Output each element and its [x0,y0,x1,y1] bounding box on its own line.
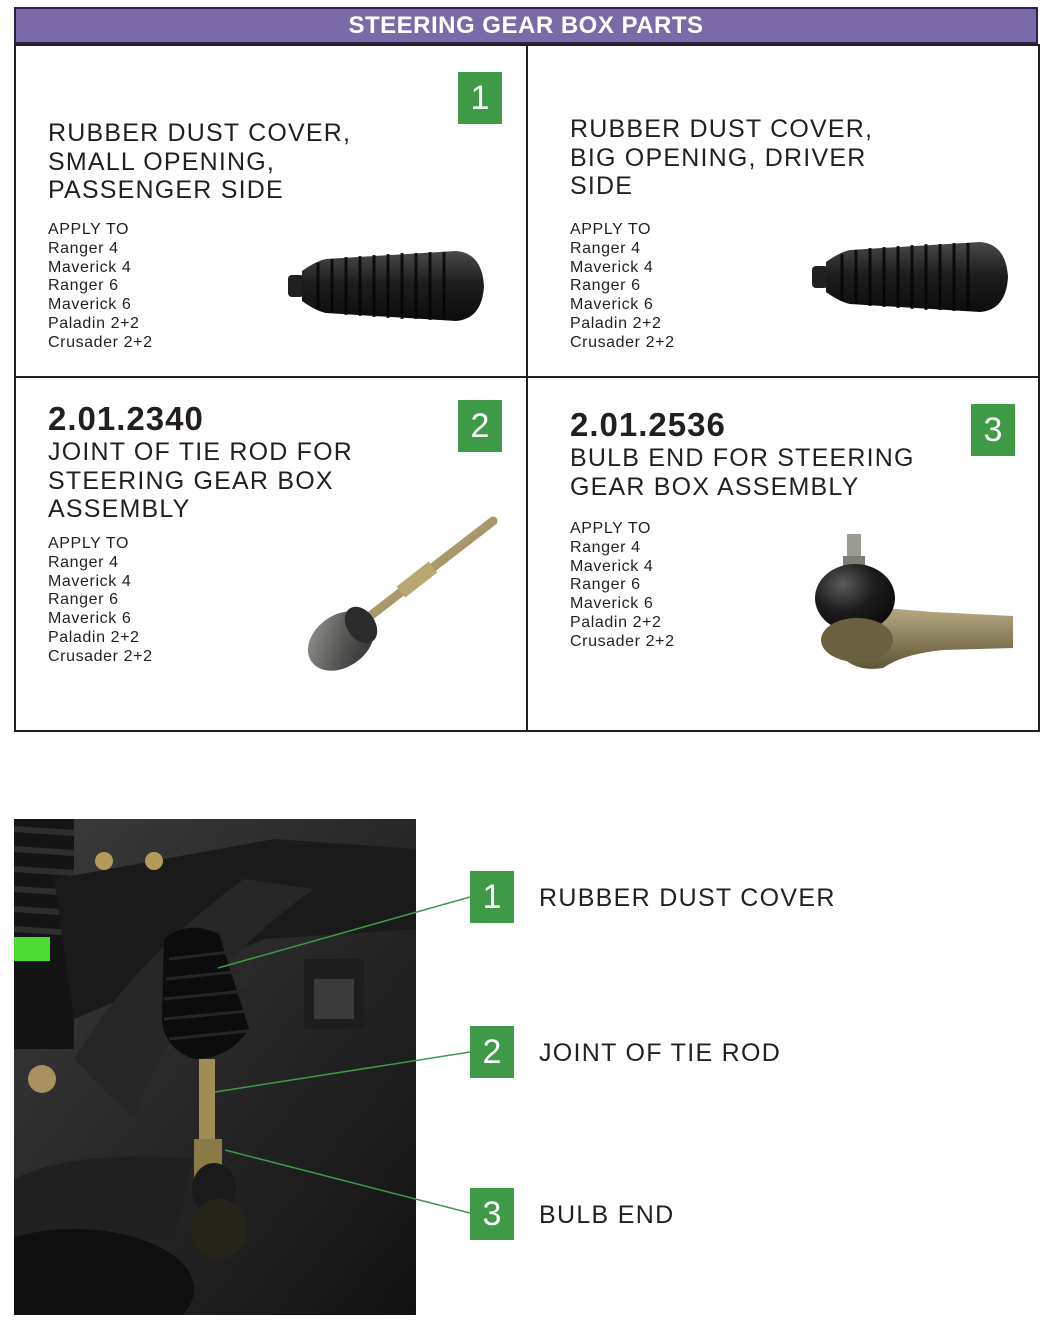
apply-to-list: APPLY TO Ranger 4 Maverick 4 Ranger 6 Maverick 6 Paladin 2+2 Crusader 2+2 [570,520,675,650]
part-card-big-boot [528,46,1038,376]
section-title: STEERING GEAR BOX PARTS [348,11,704,39]
part-number-badge: 1 [458,72,502,124]
part-code: 2.01.2536 [570,406,726,443]
apply-to-list: APPLY TO Ranger 4 Maverick 4 Ranger 6 Maverick 6 Paladin 2+2 Crusader 2+2 [48,221,153,351]
legend-badge-2: 2 [470,1026,514,1078]
part-title: BULB END FOR STEERING GEAR BOX ASSEMBLY [570,444,915,501]
ball-joint-end-icon [813,528,1018,678]
part-card-small-boot [16,46,526,376]
rubber-boot-icon [286,241,486,331]
part-card-bulb-end [528,378,1038,730]
part-code: 2.01.2340 [48,400,204,437]
legend-badge-1: 1 [470,871,514,923]
legend-label-rubber-dust-cover: RUBBER DUST COVER [539,884,836,912]
apply-to-list: APPLY TO Ranger 4 Maverick 4 Ranger 6 Maverick 6 Paladin 2+2 Crusader 2+2 [48,535,153,665]
part-title: JOINT OF TIE ROD FOR STEERING GEAR BOX ASSEMBLY [48,438,354,523]
part-title: RUBBER DUST COVER, BIG OPENING, DRIVER SIDE [570,115,874,200]
parts-grid [14,44,1040,732]
section-header [14,7,1038,44]
part-card-tie-rod-joint [16,378,526,730]
part-title: RUBBER DUST COVER, SMALL OPENING, PASSENGER SIDE [48,119,352,204]
part-number-badge: 3 [971,404,1015,456]
tie-rod-joint-icon [301,513,501,673]
legend-label-bulb-end: BULB END [539,1201,675,1229]
legend-badge-3: 3 [470,1188,514,1240]
part-number-badge: 2 [458,400,502,452]
vehicle-steering-photo [14,819,416,1315]
legend-label-joint-of-tie-rod: JOINT OF TIE ROD [539,1039,782,1067]
apply-to-list: APPLY TO Ranger 4 Maverick 4 Ranger 6 Maverick 6 Paladin 2+2 Crusader 2+2 [570,221,675,351]
rubber-boot-icon [810,232,1010,322]
